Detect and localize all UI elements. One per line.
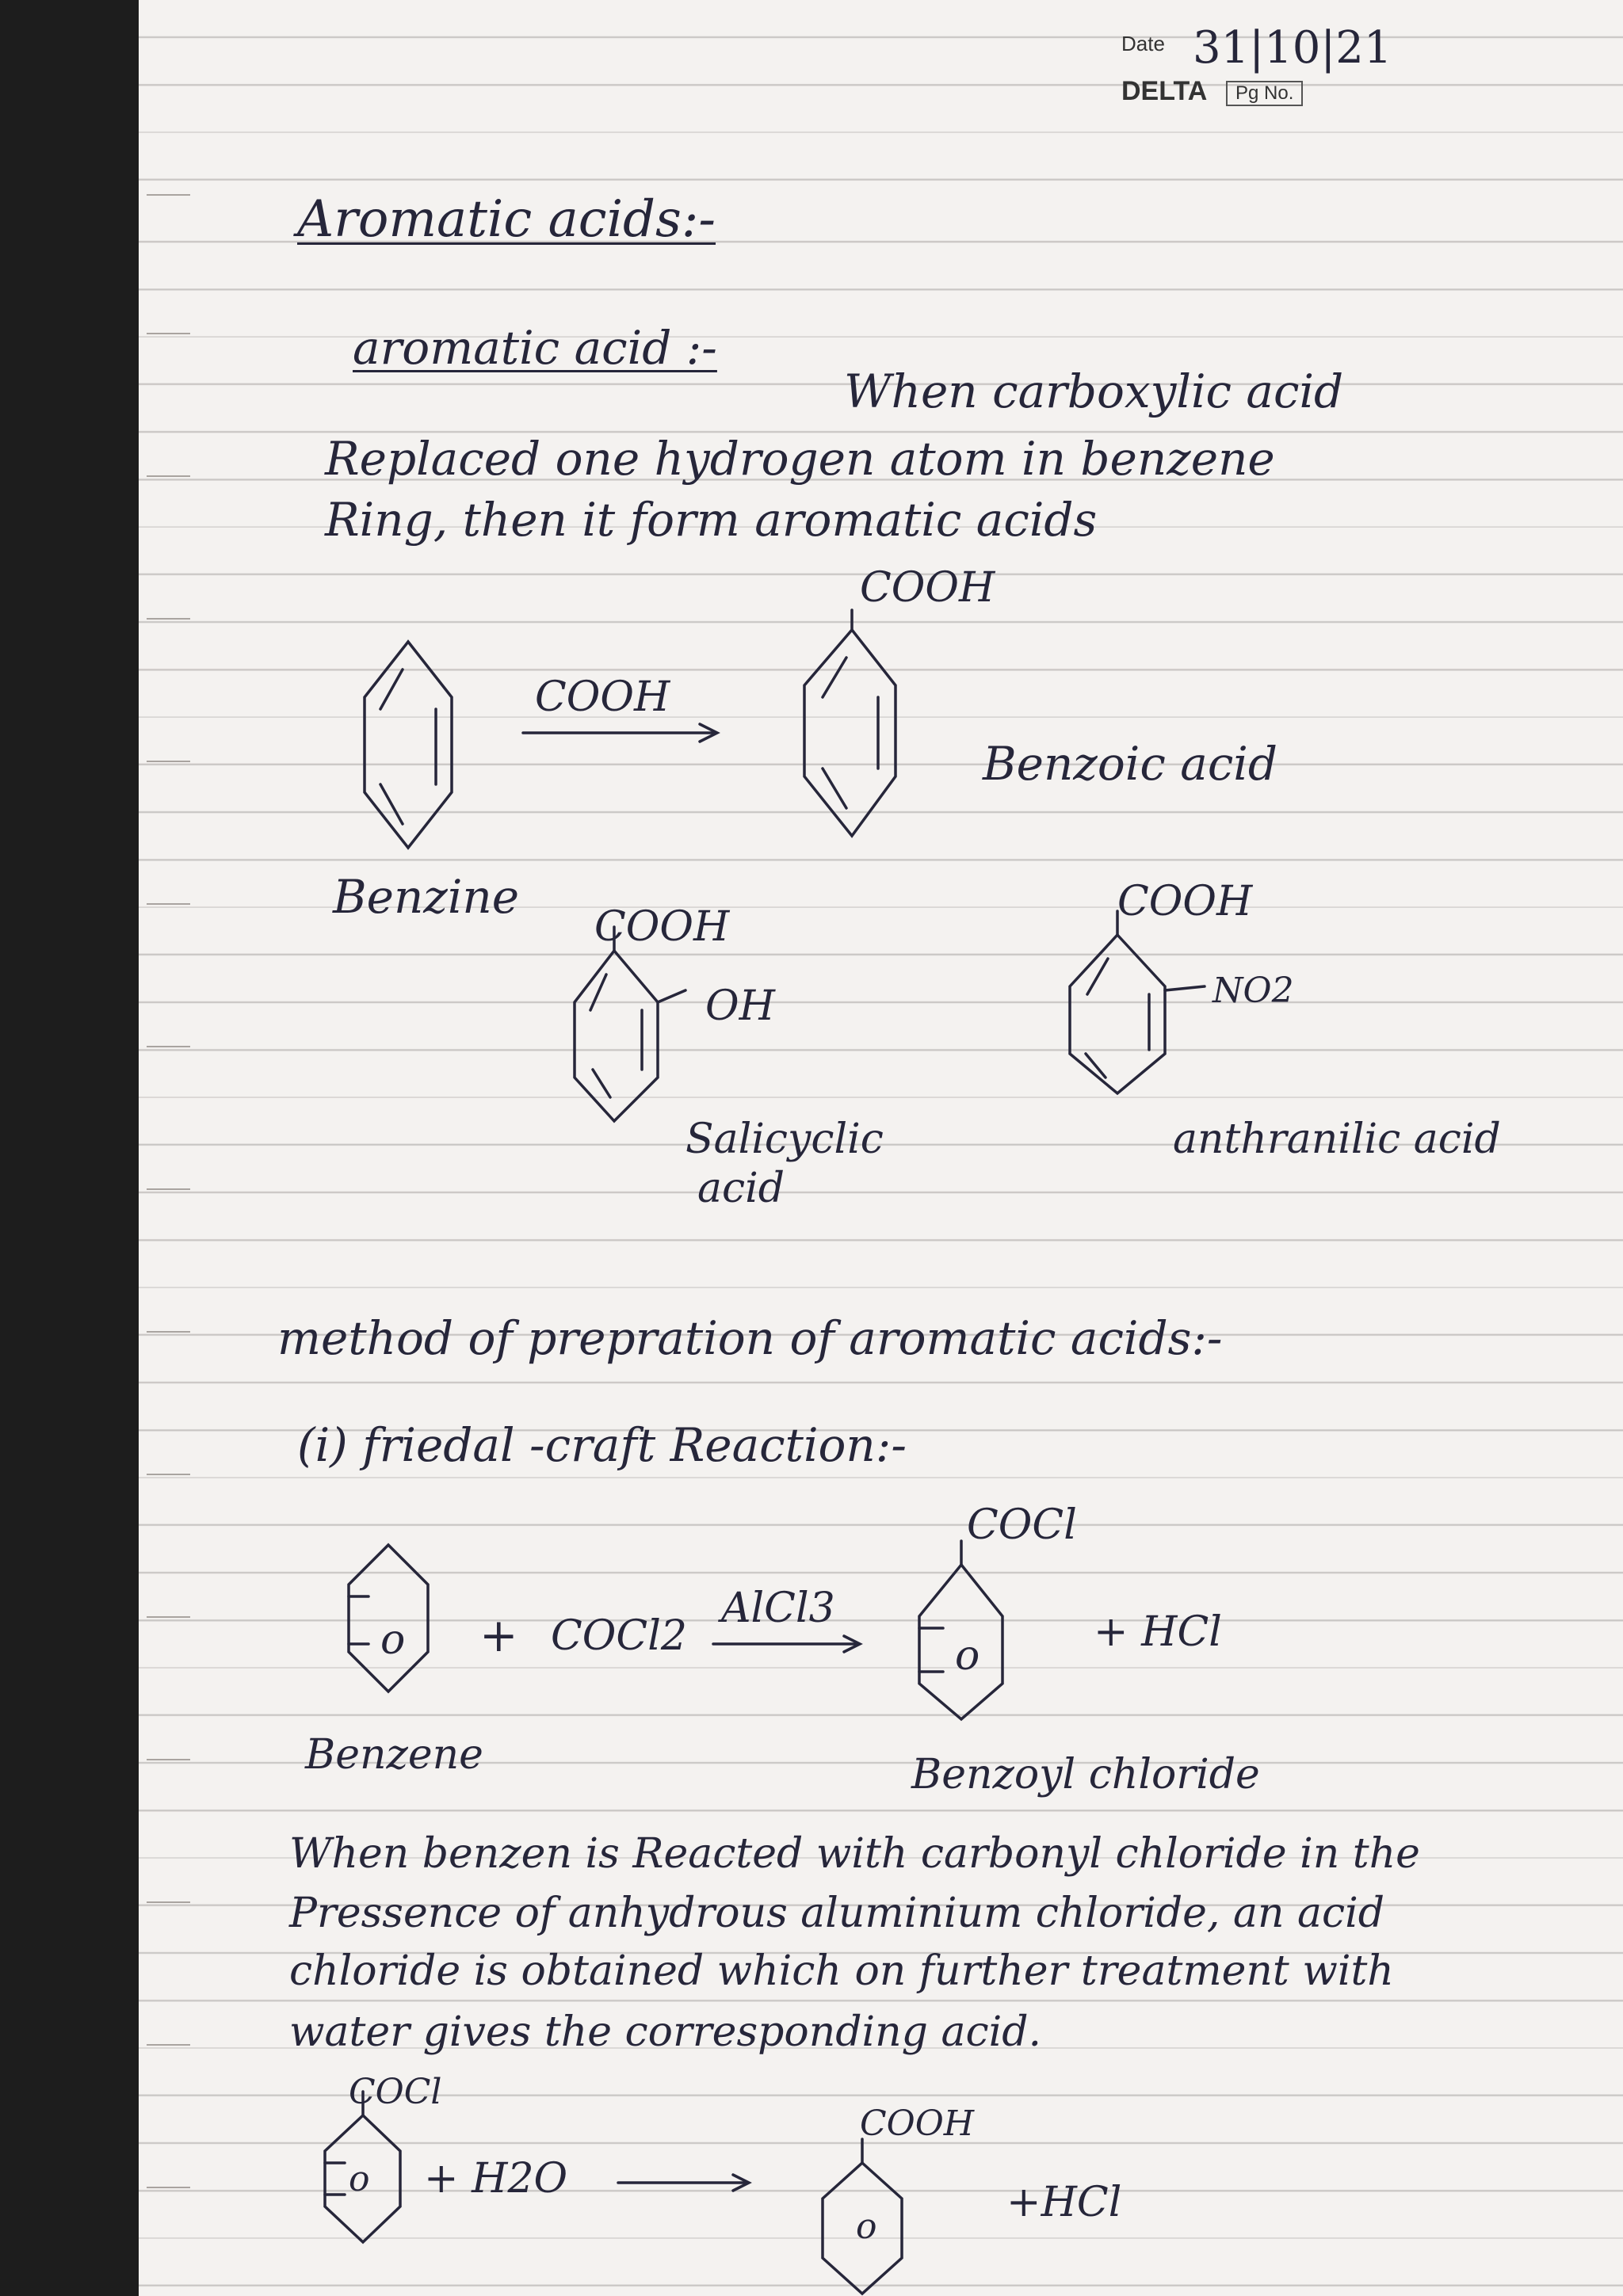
benzene-ring-mark: o	[380, 1616, 406, 1664]
explanation-line-4: water gives the corresponding acid.	[289, 2008, 1042, 2056]
reaction-arrow	[709, 1632, 868, 1656]
salicylic-oh-group: OH	[705, 982, 775, 1030]
page-title: Aromatic acids:-	[297, 190, 716, 249]
anthranilic-cooh-group: COOH	[1117, 878, 1253, 925]
date-label: Date	[1121, 32, 1165, 55]
margin-mark	[147, 1901, 190, 1903]
salicylic-cooh-group: COOH	[594, 903, 730, 951]
benzoyl-chloride-label: Benzoyl chloride	[911, 1751, 1260, 1798]
anthranilic-acid-structure	[1054, 911, 1228, 1101]
method-heading: method of prepration of aromatic acids:-	[277, 1311, 1223, 1365]
salicylic-acid-label-1: Salicyclic	[685, 1116, 884, 1163]
benzene-label: Benzine	[333, 870, 520, 924]
benzoic-ring-mark: o	[856, 2206, 877, 2247]
reaction-arrow-label: COOH	[535, 673, 670, 721]
date-header	[1121, 22, 1533, 117]
benzoic-acid-label: Benzoic acid	[983, 737, 1277, 791]
definition-line-2: Replaced one hydrogen atom in benzene	[325, 432, 1275, 486]
benzoic-acid-group: COOH	[860, 2103, 975, 2144]
notebook-page	[139, 0, 1623, 2296]
hcl-byproduct: + HCl	[1094, 1608, 1222, 1656]
margin-mark	[147, 1616, 190, 1618]
margin-mark	[147, 333, 190, 334]
water-reagent: + H2O	[424, 2155, 568, 2203]
explanation-line-1: When benzen is Reacted with carbonyl chloride in the	[289, 1830, 1420, 1878]
margin-mark	[147, 1046, 190, 1047]
benzoyl-chloride-group: COCl	[967, 1501, 1077, 1549]
brand-label: DELTA	[1121, 76, 1208, 106]
date-value: 31|10|21	[1193, 22, 1392, 74]
margin-mark	[147, 1759, 190, 1760]
benzene-ring-structure	[357, 634, 460, 856]
anthranilic-acid-label: anthranilic acid	[1173, 1116, 1501, 1163]
margin-mark	[147, 1331, 190, 1333]
salicylic-acid-label-2: acid	[697, 1165, 785, 1212]
benzene-label: Benzene	[305, 1731, 483, 1779]
margin-mark	[147, 2187, 190, 2188]
reaction-arrow	[614, 2171, 757, 2195]
margin-mark	[147, 1188, 190, 1190]
benzoyl-ring-mark: o	[955, 1632, 980, 1680]
definition-line-1: When carboxylic acid	[844, 364, 1344, 418]
margin-mark	[147, 618, 190, 620]
margin-mark	[147, 761, 190, 762]
margin-mark	[147, 1474, 190, 1475]
friedel-crafts-heading: (i) friedal -craft Reaction:-	[297, 1418, 907, 1472]
alcl3-catalyst: AlCl3	[721, 1585, 835, 1632]
margin-mark	[147, 2044, 190, 2046]
benzoic-acid-structure	[792, 610, 903, 848]
definition-heading: aromatic acid :-	[353, 321, 717, 375]
benzoic-acid-group: COOH	[860, 564, 995, 612]
acid-chloride-ring-mark: o	[349, 2159, 370, 2199]
phosgene-reagent: COCl2	[551, 1612, 687, 1660]
plus-sign: +	[479, 1608, 518, 1662]
hcl-byproduct: +HCl	[1006, 2179, 1122, 2226]
explanation-line-3: chloride is obtained which on further treatment with	[289, 1947, 1394, 1995]
page-number-label: Pg No.	[1226, 81, 1303, 106]
margin-mark	[147, 903, 190, 905]
definition-line-3: Ring, then it form aromatic acids	[325, 493, 1098, 547]
acid-chloride-group: COCl	[349, 2072, 442, 2112]
margin-mark	[147, 475, 190, 477]
margin-mark	[147, 194, 190, 196]
anthranilic-no2-group: NO2	[1212, 971, 1294, 1011]
reaction-arrow	[519, 721, 725, 745]
explanation-line-2: Pressence of anhydrous aluminium chloride, an acid	[289, 1890, 1385, 1937]
